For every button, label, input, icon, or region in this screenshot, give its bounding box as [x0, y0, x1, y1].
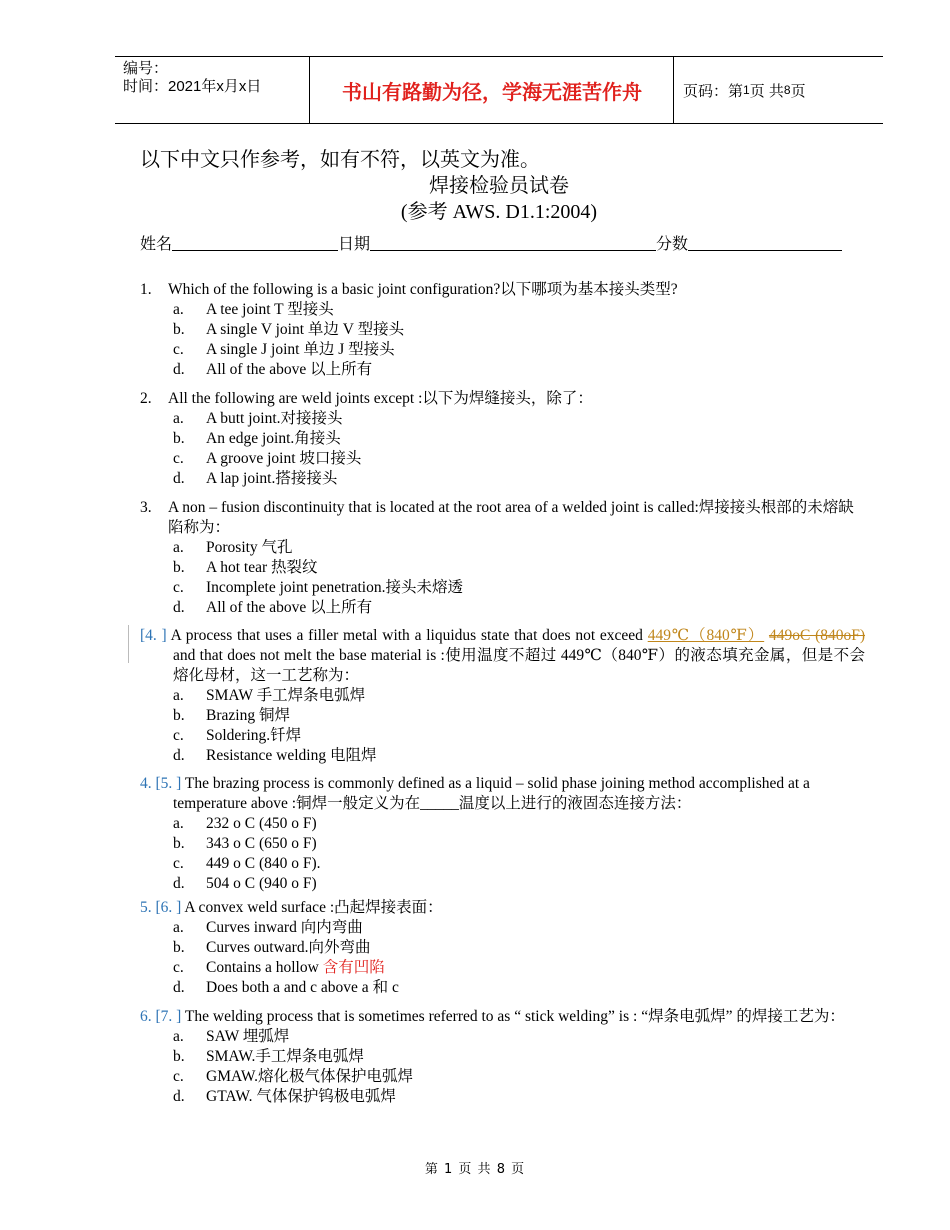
option-letter: a.: [173, 687, 184, 704]
option-d[interactable]: [173, 874, 865, 894]
option-letter: b.: [173, 559, 185, 576]
option-text: GMAW.熔化极气体保护电弧焊: [206, 1068, 414, 1085]
question-stem: A non – fusion discontinuity that is located at the root area of a welded joint is called:焊接接头根部的未熔缺陷称为：: [168, 499, 854, 536]
option-b[interactable]: [173, 1047, 865, 1067]
option-b[interactable]: [173, 938, 865, 958]
option-letter: a.: [173, 410, 184, 427]
question-text: [140, 280, 865, 300]
option-a[interactable]: [173, 300, 865, 320]
option-text: A groove joint 坡口接头: [206, 450, 362, 467]
name-label: 姓名: [140, 236, 173, 253]
option-letter: b.: [173, 321, 185, 338]
option-list: [140, 300, 865, 380]
option-text: SMAW.手工焊条电弧焊: [206, 1048, 364, 1065]
option-text: Curves inward 向内弯曲: [206, 919, 363, 936]
option-letter: b.: [173, 835, 185, 852]
option-letter: c.: [173, 727, 184, 744]
question-stem: All the following are weld joints except :以下为焊缝接头，除了：: [168, 390, 593, 407]
question-number: [4. ]: [140, 627, 167, 644]
inserted-text: 449℃（840℉）: [647, 627, 765, 644]
question-number: 5.: [140, 899, 152, 916]
option-letter: b.: [173, 939, 185, 956]
option-text: 232 o C (450 o F): [206, 815, 317, 832]
exam-subtitle: (参考 AWS. D1.1:2004): [400, 201, 598, 223]
page-prefix: 页码：第: [683, 82, 744, 100]
page-suffix: 页: [790, 82, 806, 100]
option-b[interactable]: [173, 834, 865, 854]
option-b[interactable]: [173, 706, 865, 726]
revision-number: [6. ]: [155, 899, 182, 916]
reference-note: 以下中文只作参考，如有不符，以英文为准。: [140, 149, 540, 171]
option-list: [140, 686, 865, 766]
option-text: Does both a and c above a 和 c: [206, 979, 399, 996]
option-text: SAW 埋弧焊: [206, 1028, 290, 1045]
option-letter: a.: [173, 301, 184, 318]
option-text: GTAW. 气体保护钨极电弧焊: [206, 1088, 396, 1105]
option-list: [140, 814, 865, 894]
question-text: [140, 774, 865, 814]
question-7: [140, 1007, 865, 1107]
option-text: Incomplete joint penetration.接头未熔透: [206, 579, 463, 596]
question-stem-b: and that does not melt the base material is :使用温度不超过 449℃（840℉）的液态填充金属，但是不会熔化母材，这一工艺称为：: [173, 647, 865, 684]
option-letter: b.: [173, 707, 185, 724]
option-text: A lap joint.搭接接头: [206, 470, 338, 487]
option-letter: d.: [173, 470, 185, 487]
option-letter: d.: [173, 979, 185, 996]
option-text: Curves outward.向外弯曲: [206, 939, 371, 956]
option-c[interactable]: [173, 958, 865, 978]
footer-mid: 页 共: [458, 1162, 492, 1177]
option-text: Contains a hollow: [206, 959, 323, 976]
option-d[interactable]: [173, 1087, 865, 1107]
question-3: [140, 498, 865, 618]
highlighted-text: 含有凹陷: [322, 959, 385, 976]
question-stem: A convex weld surface :凸起焊接表面：: [181, 899, 443, 916]
option-d[interactable]: [173, 598, 865, 618]
option-text: A butt joint.对接接头: [206, 410, 343, 427]
option-letter: a.: [173, 539, 184, 556]
date-field[interactable]: [370, 234, 656, 251]
option-text: All of the above 以上所有: [206, 599, 373, 616]
option-letter: c.: [173, 579, 184, 596]
header-info-cell: [115, 57, 310, 123]
option-text: 449 o C (840 o F).: [206, 855, 321, 872]
option-text: A single J joint 单边 J 型接头: [206, 341, 395, 358]
question-number: 4.: [140, 775, 152, 792]
option-c[interactable]: [173, 340, 865, 360]
revision-number: [7. ]: [155, 1008, 182, 1025]
question-6: [140, 898, 865, 998]
option-letter: c.: [173, 341, 184, 358]
header-motto: 书山有路勤为径，学海无涯苦作舟: [311, 57, 674, 123]
option-b[interactable]: [173, 558, 865, 578]
option-c[interactable]: [173, 578, 865, 598]
question-number: 6.: [140, 1008, 152, 1025]
option-text: A single V joint 单边 V 型接头: [206, 321, 405, 338]
question-number: 3.: [140, 499, 152, 516]
footer-prefix: 第: [424, 1162, 439, 1177]
option-d[interactable]: [173, 978, 865, 998]
option-text: Brazing 铜焊: [206, 707, 290, 724]
option-b[interactable]: [173, 429, 865, 449]
option-letter: c.: [173, 855, 184, 872]
option-text: Soldering.钎焊: [206, 727, 302, 744]
score-label: 分数: [656, 236, 689, 253]
serial-number-label: 编号：: [123, 60, 169, 77]
option-letter: b.: [173, 430, 185, 447]
option-letter: c.: [173, 450, 184, 467]
change-bar: [128, 625, 129, 663]
option-letter: a.: [173, 919, 184, 936]
name-field[interactable]: [172, 234, 338, 251]
option-d[interactable]: [173, 360, 865, 380]
option-letter: a.: [173, 815, 184, 832]
score-field[interactable]: [688, 234, 842, 251]
option-letter: b.: [173, 1048, 185, 1065]
page-mid: 页 共: [749, 82, 784, 100]
document-header: [115, 56, 883, 124]
question-1: [140, 280, 865, 380]
option-letter: d.: [173, 1088, 185, 1105]
option-text: 343 o C (650 o F): [206, 835, 317, 852]
question-text: [140, 1007, 865, 1027]
question-text: [140, 389, 865, 409]
option-a[interactable]: [173, 409, 865, 429]
option-letter: c.: [173, 1068, 184, 1085]
option-letter: a.: [173, 1028, 184, 1045]
option-text: All of the above 以上所有: [206, 361, 373, 378]
option-list: [140, 409, 865, 489]
page-footer: [0, 1158, 950, 1177]
question-4: [140, 626, 865, 766]
option-a[interactable]: [173, 1027, 865, 1047]
option-text: Resistance welding 电阻焊: [206, 747, 377, 764]
option-d[interactable]: [173, 469, 865, 489]
revision-number: [5. ]: [155, 775, 182, 792]
option-text: A hot tear 热裂纹: [206, 559, 318, 576]
option-b[interactable]: [173, 320, 865, 340]
option-list: [140, 538, 865, 618]
option-text: Porosity 气孔: [206, 539, 293, 556]
exam-title: 焊接检验员试卷: [429, 175, 569, 197]
option-c[interactable]: [173, 449, 865, 469]
option-text: SMAW 手工焊条电弧焊: [206, 687, 366, 704]
footer-suffix: 页: [511, 1162, 526, 1177]
question-text: [140, 626, 865, 686]
date-label: 日期: [338, 236, 371, 253]
option-list: [140, 918, 865, 998]
option-a[interactable]: [173, 686, 865, 706]
page-number: 1: [743, 83, 750, 97]
option-letter: d.: [173, 361, 185, 378]
option-text: 504 o C (940 o F): [206, 875, 317, 892]
footer-page-number: 1: [444, 1162, 454, 1177]
option-list: [140, 1027, 865, 1107]
question-number: 1.: [140, 281, 152, 298]
question-stem: Which of the following is a basic joint configuration?以下哪项为基本接头类型?: [168, 281, 678, 298]
option-letter: c.: [173, 959, 184, 976]
question-stem: The welding process that is sometimes referred to as “ stick welding” is : “焊条电弧焊” 的焊接工艺为：: [181, 1008, 845, 1025]
page-total: 8: [783, 83, 791, 97]
option-d[interactable]: [173, 746, 865, 766]
option-c[interactable]: [173, 854, 865, 874]
question-stem: The brazing process is commonly defined as a liquid – solid phase joining method accomplished at a temperature above :铜焊一般定义为在_____温度以上进行的液固态连接方法：: [173, 775, 810, 812]
option-c[interactable]: [173, 726, 865, 746]
option-letter: d.: [173, 747, 185, 764]
option-a[interactable]: [173, 814, 865, 834]
question-text: [140, 498, 865, 538]
name-date-score-row: [140, 231, 842, 254]
option-letter: d.: [173, 875, 185, 892]
question-stem-a: A process that uses a filler metal with a liquidus state that does not exceed: [166, 627, 648, 644]
footer-page-total: 8: [496, 1162, 506, 1177]
option-c[interactable]: [173, 1067, 865, 1087]
option-text: An edge joint.角接头: [206, 430, 341, 447]
question-number: 2.: [140, 390, 152, 407]
question-2: [140, 389, 865, 489]
option-letter: d.: [173, 599, 185, 616]
question-text: [140, 898, 865, 918]
option-a[interactable]: [173, 918, 865, 938]
header-page-info: [674, 57, 883, 123]
deleted-text: 449oC (840oF): [768, 627, 866, 644]
question-5: [140, 774, 865, 894]
option-text: A tee joint T 型接头: [206, 301, 334, 318]
time-label: 时间：2021年x月x日: [123, 78, 262, 95]
option-a[interactable]: [173, 538, 865, 558]
